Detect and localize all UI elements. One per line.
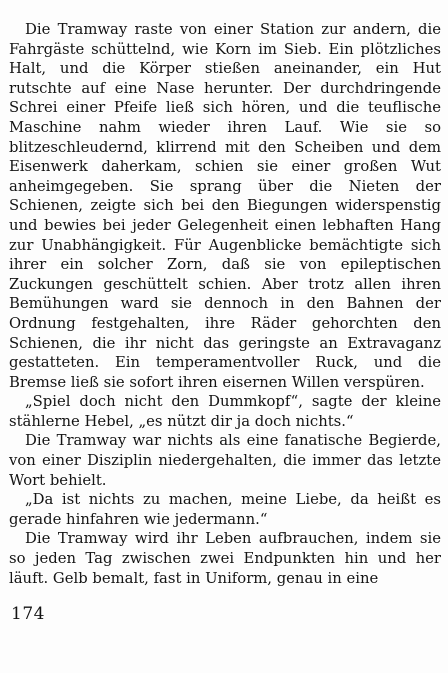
body-text	[9, 20, 441, 588]
page-number: 174	[11, 604, 45, 624]
paragraph-fanatic-desire: Die Tramway war nichts als eine fanatische Begierde, von einer Disziplin niedergehalten, die immer das letzte Wort behielt.	[9, 432, 441, 489]
paragraph-tramway-life: Die Tramway wird ihr Leben aufbrauchen, indem sie so jeden Tag zwischen zwei Endpunkten hin und her läuft. Gelb bemalt, fast in Uniform, genau in eine	[9, 530, 441, 587]
paragraph-tramway-ride: Die Tramway raste von einer Station zur andern, die Fahrgäste schüttelnd, wie Korn im Sieb. Ein plötzliches Halt, und die Körper stießen aneinander, ein Hut rutschte auf eine Nase herunter. Der durchdringende Schrei einer Pfeife ließ sich hören, und die teuflische Maschine nahm wieder ihren Lauf. Wie sie so blitzeschleudernd, klirrend mit den Scheiben und dem Eisenwerk daherkam, schien sie einer großen Wut anheimgegeben. Sie sprang über die Nieten der Schienen, zeigte sich bei den Biegungen widerspenstig und bewies bei jeder Gelegenheit einen lebhaften Hang zur Unabhängigkeit. Für Augenblicke bemächtigte sich ihrer ein solcher Zorn, daß sie von epileptischen Zuckungen geschüttelt schien. Aber trotz allen ihren Bemühungen ward sie dennoch in den Bahnen der Ordnung festgehalten, ihre Räder gehorchten den Schienen, die ihr nicht das geringste an Extravaganz gestatteten. Ein temperamentvoller Ruck, und die Bremse ließ sie sofort ihren eisernen Willen verspüren.	[9, 21, 441, 391]
paragraph-lever-speech: „Spiel doch nicht den Dummkopf“, sagte der kleine stählerne Hebel, „es nützt dir ja doch nichts.“	[9, 393, 441, 430]
paragraph-nothing-to-do: „Da ist nichts zu machen, meine Liebe, da heißt es gerade hinfahren wie jedermann.“	[9, 491, 441, 528]
